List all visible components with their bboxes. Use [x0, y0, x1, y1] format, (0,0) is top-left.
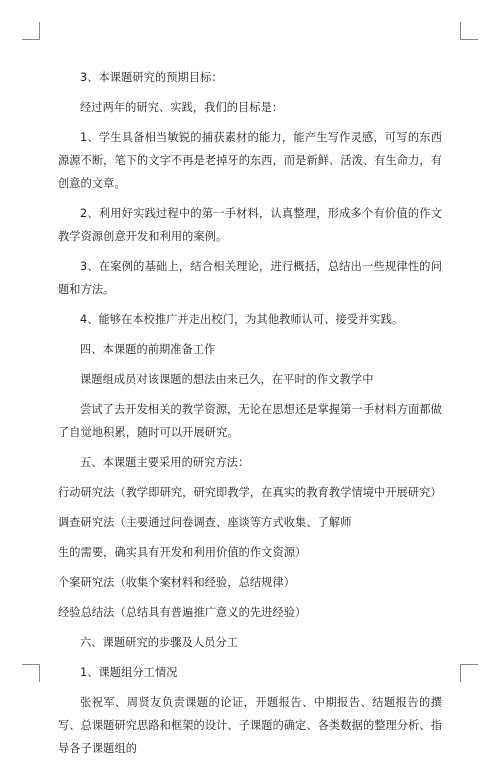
paragraph-preparation-2: 尝试了去开发相关的教学资源，无论在思想还是掌握第一手材料方面都做了自觉地积累，随时可以开展研究。 — [58, 403, 442, 439]
paragraph-goals-intro: 经过两年的研究、实践，我们的目标是： — [80, 101, 284, 114]
paragraph-method-case-study: 个案研究法（收集个案材料和经验，总结规律） — [58, 576, 296, 589]
paragraph-method-experience-summary: 经验总结法（总结具有普遍推广意义的先进经验） — [58, 606, 307, 619]
paragraph-method-survey-continued: 生的需要，确实具有开发和利用价值的作文资源） — [58, 546, 307, 559]
section-heading-methods: 五、本课题主要采用的研究方法： — [80, 456, 250, 469]
paragraph-goal-1: 1、学生具备相当敏锐的捕获素材的能力，能产生写作灵感，可写的东西源源不断，笔下的文字不再是老掉牙的东西，而是新鲜、活泼、有生命力，有创意的文章。 — [58, 131, 442, 190]
section-heading-preparation: 四、本课题的前期准备工作 — [80, 343, 216, 356]
crop-mark-bottom-left — [22, 664, 40, 682]
paragraph-goal-3: 3、在案例的基础上，结合相关理论，进行概括，总结出一些规律性的问题和方法。 — [58, 260, 442, 296]
crop-mark-top-left — [22, 22, 40, 40]
paragraph-method-action-research: 行动研究法（教学即研究，研究即教学，在真实的教育教学情境中开展研究） — [58, 486, 442, 499]
paragraph-division-of-labor: 张祝军、周贤友负责课题的论证，开题报告、中期报告、结题报告的撰写、总课题研究思路和框架的设计、子课题的确定、各类数据的整理分析、指导各子课题组的 — [58, 696, 442, 755]
paragraph-method-survey-research: 调查研究法（主要通过问卷调查、座谈等方式收集、了解师 — [58, 516, 352, 529]
subheading-division-of-labor: 1、课题组分工情况 — [80, 666, 178, 679]
document-body — [58, 66, 442, 767]
paragraph-goal-2: 2、利用好实践过程中的第一手材料，认真整理，形成多个有价值的作文教学资源创意开发和利用的案例。 — [58, 207, 442, 243]
paragraph-goal-4: 4、能够在本校推广并走出校门，为其他教师认可、接受并实践。 — [80, 313, 404, 326]
paragraph-expected-goals-heading: 3、本课题研究的预期目标： — [80, 71, 223, 84]
paragraph-preparation-1: 课题组成员对该课题的想法由来已久，在平时的作文教学中 — [80, 373, 374, 386]
crop-mark-bottom-right — [460, 664, 478, 682]
section-heading-steps-staffing: 六、课题研究的步骤及人员分工 — [80, 636, 239, 649]
crop-mark-top-right — [460, 22, 478, 40]
